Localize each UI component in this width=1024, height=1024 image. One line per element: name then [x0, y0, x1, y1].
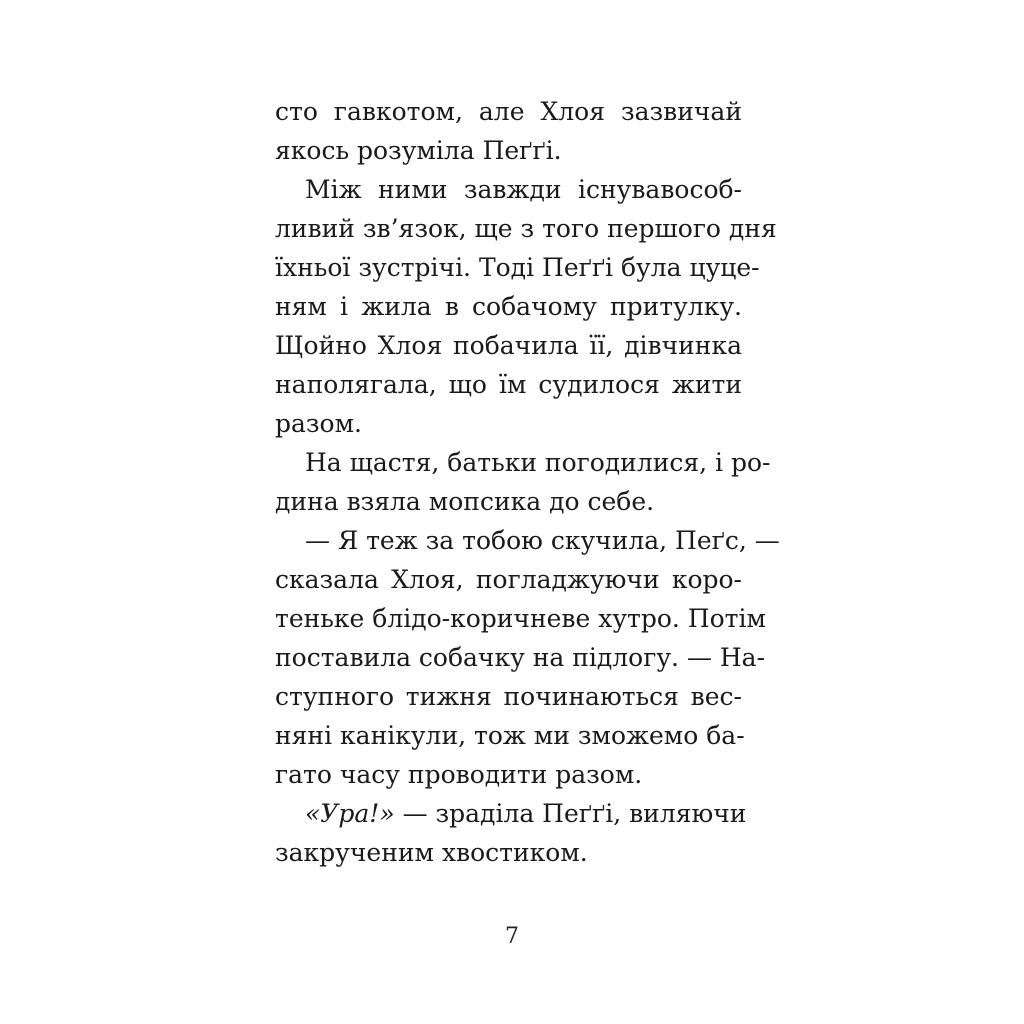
text-line: якось розуміла Пеґґі.	[275, 136, 562, 165]
text-line: ливий зв’язок, ще з того першого дня	[275, 214, 777, 243]
text-line: гато часу проводити разом.	[275, 760, 643, 789]
text-line: сто гавкотом, але Хлоя зазвичай	[275, 97, 742, 126]
text-line: сказала Хлоя, погладжуючи коро-	[275, 565, 742, 594]
text-line	[275, 794, 747, 833]
text-line: їхньої зустрічі. Тоді Пеґґі була цуце-	[275, 253, 760, 282]
text-line: закрученим хвостиком.	[275, 838, 588, 867]
text-line: разом.	[275, 409, 362, 438]
text-line: Щойно Хлоя побачила її, дівчинка	[275, 331, 742, 360]
text-line: поставила собачку на підлогу. — На-	[275, 643, 766, 672]
text-line: няні канікули, тож ми зможемо ба-	[275, 721, 745, 750]
text-line: — Я теж за тобою скучила, Пеґс, —	[305, 526, 780, 555]
text-line: На щастя, батьки погодилися, і ро-	[305, 448, 771, 477]
text-line: ням і жила в собачому притулку.	[275, 292, 742, 321]
text-line: наполягала, що їм судилося жити	[275, 370, 742, 399]
text-line: дина взяла мопсика до себе.	[275, 487, 655, 516]
text-line-rest: — зраділа Пеґґі, виляючи	[394, 799, 747, 828]
body-text	[275, 92, 780, 872]
text-line: теньке блідо-коричневе хутро. Потім	[275, 604, 766, 633]
text-line: ступного тижня починаються вес-	[275, 682, 742, 711]
text-line: Між ними завжди існувавособ-	[305, 175, 742, 204]
italic-exclamation: «Ура!»	[305, 799, 395, 828]
page-number: 7	[505, 924, 519, 949]
